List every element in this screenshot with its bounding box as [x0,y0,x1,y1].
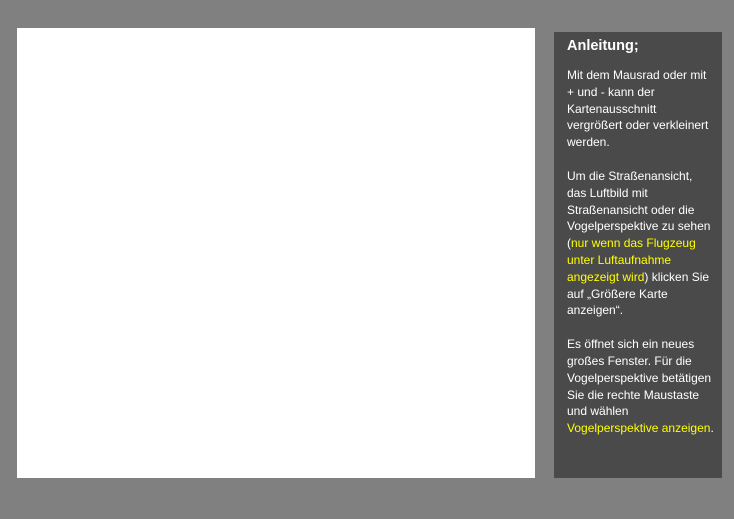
map-frame[interactable] [17,28,535,478]
instructions-birdseye-paragraph [567,336,714,437]
instructions-panel [554,32,722,478]
instructions-streetview-paragraph [567,168,714,319]
streetview-text-end: ) klicken Sie auf „Größere Karte anzeigen“. [567,269,710,318]
streetview-text-start: Um die Straßenansicht, das Luftbild mit Straßenansicht oder die Vogelperspektive zu sehen ( [567,168,711,251]
birdseye-text-start: Es öffnet sich ein neues großes Fenster. Für die Vogelperspektive betätigen Sie die rechte Maustaste und wählen [567,337,712,419]
instructions-title: Anleitung; [567,38,639,54]
instructions-zoom-text: Mit dem Mausrad oder mit + und - kann der Kartenausschnitt vergrößert oder verkleinert werden. [567,68,709,150]
instructions-zoom-paragraph [567,67,714,151]
birdseye-text-end: . [710,421,714,436]
streetview-highlight: nur wenn das Flugzeug unter Luftaufnahme angezeigt wird [567,236,696,284]
birdseye-highlight: Vogelperspektive anzeigen [567,421,711,436]
